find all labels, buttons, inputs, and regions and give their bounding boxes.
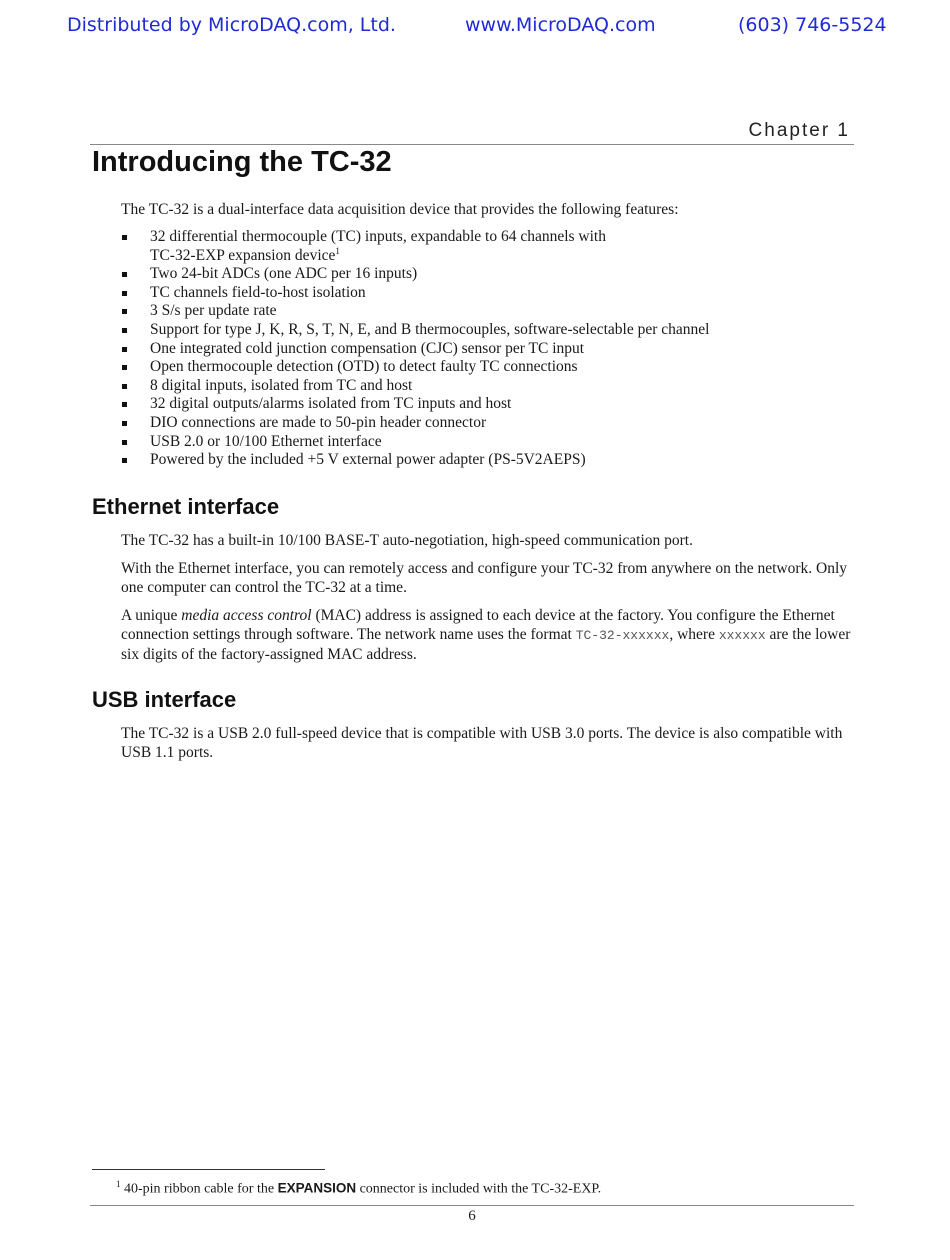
network-name-format: TC-32-xxxxxx [575,628,670,643]
list-item [121,451,861,470]
feature-text: 3 S/s per update rate [150,302,277,320]
feature-list [121,228,861,470]
intro-paragraph: The TC-32 is a dual-interface data acquisition device that provides the following features: [121,201,679,218]
bullet-icon [122,384,127,389]
usb-heading: USB interface [92,687,237,712]
distributor-website[interactable]: www.MicroDAQ.com [465,14,656,36]
list-item [121,265,861,284]
feature-text-continued: TC-32-EXP expansion device [150,246,336,264]
feature-text: DIO connections are made to 50-pin header connector [150,413,487,431]
feature-text: Powered by the included +5 V external power adapter (PS-5V2AEPS) [150,451,586,469]
list-item [121,228,861,265]
bullet-icon [122,328,127,333]
feature-text: Two 24-bit ADCs (one ADC per 16 inputs) [150,265,418,283]
text-run: 40-pin ribbon cable for the [120,1181,278,1197]
footer-divider [90,1205,854,1206]
footnote [116,1179,601,1198]
bullet-icon [122,421,127,426]
chapter-divider [90,144,854,145]
usb-paragraph: The TC-32 is a USB 2.0 full-speed device that is compatible with USB 3.0 ports. The device is also compatible with USB 1.1 ports. [121,725,843,761]
chapter-label: Chapter 1 [748,120,850,141]
list-item [121,433,861,452]
list-item [121,321,861,340]
text-run: , where [669,626,719,643]
list-item [121,340,861,359]
distributor-banner [0,14,950,42]
list-item [121,395,861,414]
mac-term: media access control [181,607,312,624]
feature-text: 32 digital outputs/alarms isolated from TC inputs and host [150,395,512,413]
list-item [121,414,861,433]
bullet-icon [122,347,127,352]
feature-text: One integrated cold junction compensation (CJC) sensor per TC input [150,339,585,357]
text-run: A unique [121,607,182,624]
footnote-divider [92,1169,325,1170]
footnote-ref[interactable]: 1 [335,245,340,256]
bullet-icon [122,235,127,240]
bullet-icon [122,365,127,370]
ethernet-heading: Ethernet interface [92,494,280,519]
connector-name: EXPANSION [277,1180,357,1196]
feature-text: 8 digital inputs, isolated from TC and host [150,376,413,394]
distributor-name: Distributed by MicroDAQ.com, Ltd. [67,14,396,36]
bullet-icon [122,291,127,296]
bullet-icon [122,272,127,277]
mac-digits-placeholder: xxxxxx [718,628,766,643]
list-item [121,284,861,303]
text-run: (MAC) address is assigned to each device at the factory. You configure the Ethernet connection settings through software. The network name uses the format [121,607,835,643]
bullet-icon [122,309,127,314]
ethernet-paragraph-3 [121,606,853,664]
page-title: Introducing the TC-32 [92,146,392,178]
feature-text: 32 differential thermocouple (TC) inputs, expandable to 64 channels with [150,228,606,245]
ethernet-paragraph-2: With the Ethernet interface, you can remotely access and configure your TC-32 from anywhere on the network. Only one computer can control the TC-32 at a time. [121,560,848,596]
list-item [121,377,861,396]
bullet-icon [122,458,127,463]
feature-text: Support for type J, K, R, S, T, N, E, and B thermocouples, software-selectable per channel [150,320,710,338]
feature-text: Open thermocouple detection (OTD) to detect faulty TC connections [150,358,578,376]
page-number: 6 [468,1208,476,1224]
ethernet-paragraph-1: The TC-32 has a built-in 10/100 BASE-T auto-negotiation, high-speed communication port. [121,532,693,549]
list-item [121,358,861,377]
bullet-icon [122,402,127,407]
list-item [121,302,861,321]
feature-text: TC channels field-to-host isolation [150,283,366,301]
text-run: are the lower six digits of the factory-assigned MAC address. [121,626,851,663]
distributor-phone: (603) 746-5524 [738,14,887,36]
footnote-number: 1 [116,1179,121,1189]
bullet-icon [122,440,127,445]
text-run: connector is included with the TC-32-EXP. [356,1181,602,1197]
feature-text: USB 2.0 or 10/100 Ethernet interface [150,432,382,450]
